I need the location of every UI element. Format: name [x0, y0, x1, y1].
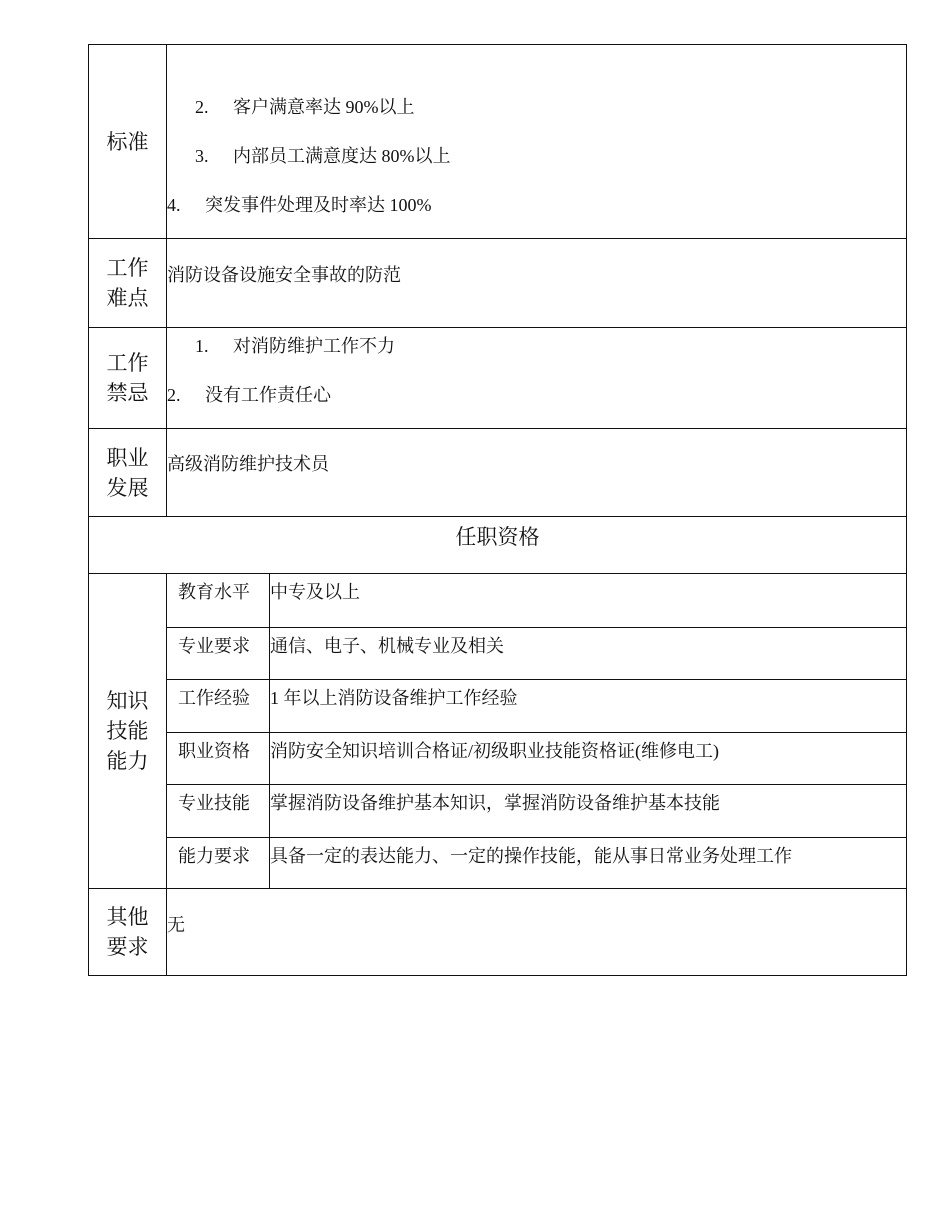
- career-label: 职业发展: [106, 445, 149, 500]
- qualification-row: [167, 574, 906, 627]
- difficulty-label: 工作难点: [106, 256, 149, 310]
- qualification-group-label: 知识技能能力: [106, 689, 149, 773]
- qualification-row-value: 通信、电子、机械专业及相关: [270, 635, 504, 656]
- difficulty-text: 消防设备设施安全事故的防范: [167, 265, 401, 285]
- qualification-row-value: 中专及以上: [270, 582, 360, 602]
- qualification-group-row: [89, 573, 906, 888]
- qualification-row: [167, 627, 906, 680]
- qualification-row-label: 专业技能: [178, 793, 250, 813]
- other-content: [167, 889, 906, 975]
- other-label-cell: [89, 889, 167, 975]
- standard-label: 标准: [106, 129, 149, 154]
- career-text: 高级消防维护技术员: [167, 454, 329, 474]
- qualification-row: [167, 679, 906, 732]
- difficulty-label-cell: [89, 239, 167, 327]
- standard-item: 3. 内部员工满意度达 80%以上: [195, 146, 451, 166]
- qualification-row-value: 具备一定的表达能力、一定的操作技能，能从事日常业务处理工作: [270, 845, 792, 866]
- qualification-row-label: 工作经验: [178, 688, 250, 708]
- other-row: [89, 888, 906, 975]
- other-label: 其他要求: [106, 905, 149, 959]
- job-description-table: [88, 44, 907, 976]
- qualification-row-value: 掌握消防设备维护基本知识，掌握消防设备维护基本技能: [270, 793, 720, 813]
- career-content: [167, 429, 906, 516]
- difficulty-row: [89, 238, 906, 327]
- qualification-row-value: 消防安全知识培训合格证/初级职业技能资格证(维修电工): [270, 740, 719, 761]
- qualification-row-label: 教育水平: [178, 582, 250, 602]
- career-row: [89, 428, 906, 516]
- qualification-sub-table: [167, 574, 906, 888]
- other-text: 无: [167, 915, 185, 935]
- standard-item: 4. 突发事件处理及时率达 100%: [167, 195, 432, 215]
- taboo-content: [167, 328, 906, 428]
- qualification-row: [167, 784, 906, 837]
- career-label-cell: [89, 429, 167, 516]
- taboo-row: [89, 327, 906, 428]
- standard-row: [89, 45, 906, 238]
- qualification-row-label: 职业资格: [178, 740, 250, 761]
- qualification-row-label: 专业要求: [178, 635, 250, 656]
- taboo-label-cell: [89, 328, 167, 428]
- qualification-row: [167, 837, 906, 890]
- taboo-item: 1. 对消防维护工作不力: [195, 336, 395, 356]
- qualification-title-row: [89, 516, 906, 573]
- qualification-row-label: 能力要求: [178, 845, 250, 866]
- qualification-group-label-cell: [89, 574, 167, 888]
- difficulty-content: [167, 239, 906, 327]
- qualification-row-value: 1 年以上消防设备维护工作经验: [270, 688, 518, 708]
- qualification-row: [167, 732, 906, 785]
- taboo-label: 工作禁忌: [106, 351, 149, 405]
- standard-content: [167, 45, 906, 238]
- qualification-title: 任职资格: [455, 525, 540, 549]
- standard-label-cell: [89, 45, 167, 238]
- taboo-item: 2. 没有工作责任心: [167, 385, 331, 405]
- standard-item: 2. 客户满意率达 90%以上: [195, 97, 415, 117]
